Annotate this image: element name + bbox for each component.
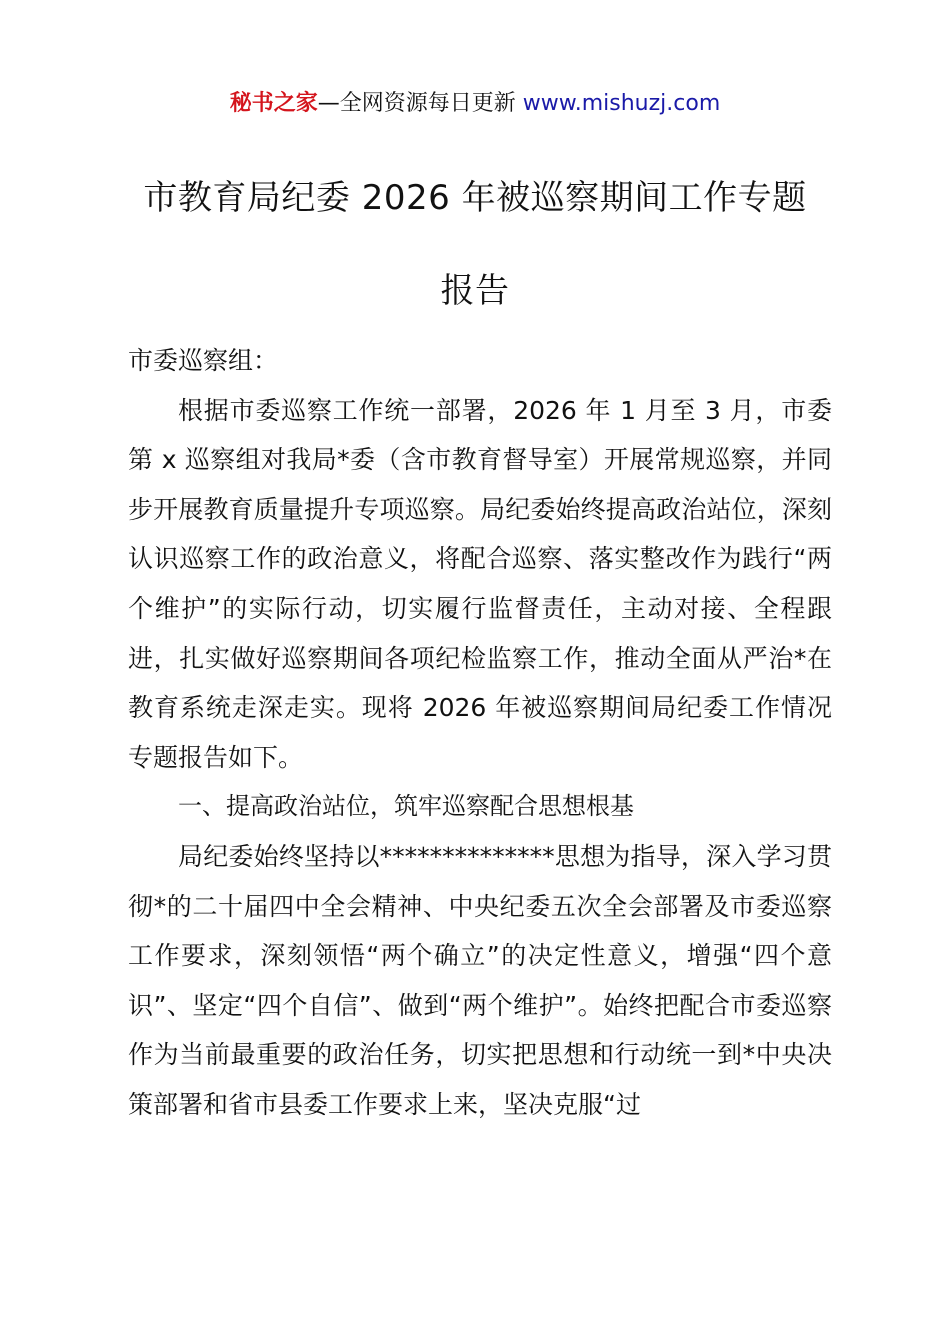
salutation: 市委巡察组： [128,346,279,375]
title-line-1: 市教育局纪委 2026 年被巡察期间工作专题 [143,178,807,218]
document-title [80,152,870,338]
intro-paragraph: 根据市委巡察工作统一部署，2026 年 1 月至 3 月，市委第 x 巡察组对我局*委（含市教育督导室）开展常规巡察，并同步开展教育质量提升专项巡察。局纪委始终提高政治站位，深刻认识巡察工作的政治意义，将配合巡察、落实整改作为践行“两个维护”的实际行动，切实履行监督责任，主动对接、全程跟进，扎实做好巡察期间各项纪检监察工作，推动全面从严治*在教育系统走深走实。现将 2026 年被巡察期间局纪委工作情况专题报告如下。 [128,395,832,772]
title-line-2: 报告 [440,271,510,311]
section-heading-1: 一、提高政治站位，筑牢巡察配合思想根基 [178,792,634,821]
section-paragraph-1: 局纪委始终坚持以**************思想为指导，深入学习贯彻*的二十届四中全会精神、中央纪委五次全会部署及市委巡察工作要求，深刻领悟“两个确立”的决定性意义，增强“四个意识”、坚定“四个自信”、做到“两个维护”。始终把配合市委巡察作为当前最重要的政治任务，切实把思想和行动统一到*中央决策部署和省市县委工作要求上来，坚决克服“过 [128,841,832,1119]
site-brand: 秘书之家 [229,91,318,116]
site-tagline: —全网资源每日更新 [317,91,523,116]
document-body [128,336,832,1130]
site-url-link[interactable]: www.mishuzj.com [522,91,721,116]
site-header [0,86,950,122]
